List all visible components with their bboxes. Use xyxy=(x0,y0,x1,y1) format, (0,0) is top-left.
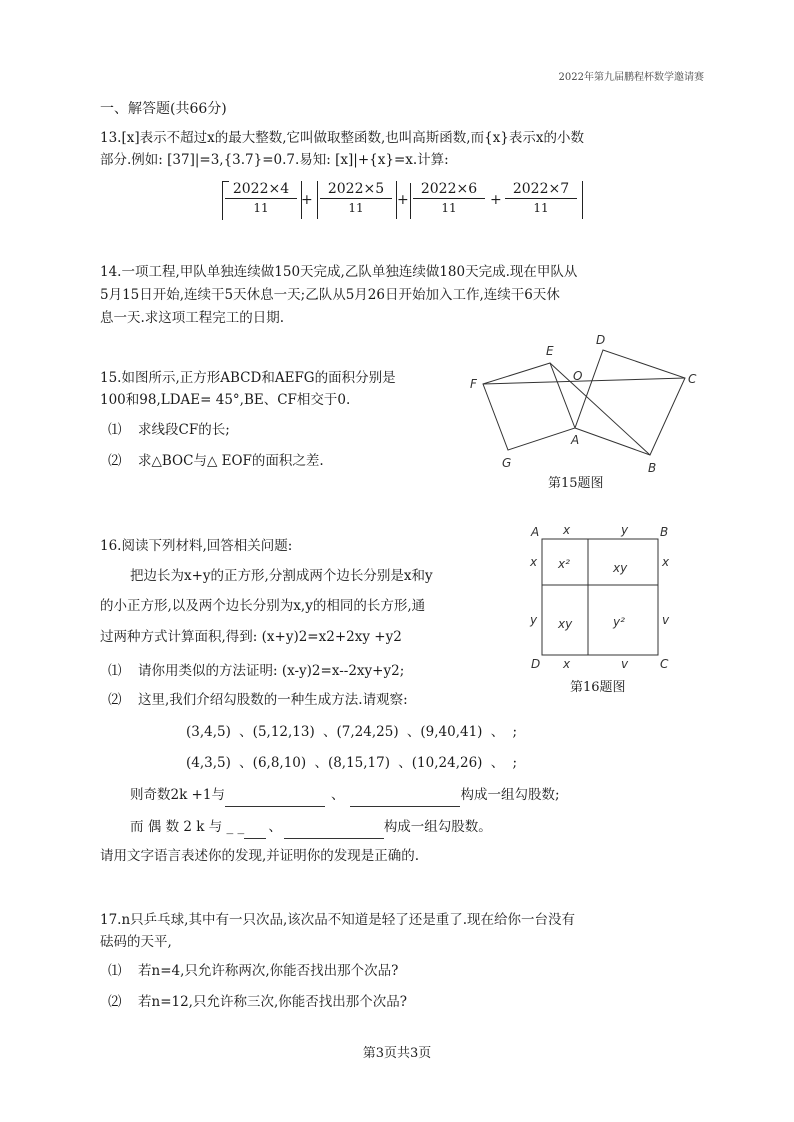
q16-odd-end: 构成一组勾股数; xyxy=(460,787,560,803)
q17-line1: 17.n只乒乓球,其中有一只次品,该次品不知道是轻了还是重了.现在给你一台没有 xyxy=(100,912,576,928)
q16-part2: 这里,我们介绍勾股数的一种生成方法.请观察: xyxy=(138,692,408,708)
top-y: y xyxy=(621,523,629,537)
q15-line1: 15.如图所示,正方形ABCD和AEFG的面积分别是 xyxy=(100,370,396,386)
q16-line2: 把边长为x+y的正方形,分割成两个边长分别是x和y xyxy=(130,568,433,584)
q16-odd-sep: 、 xyxy=(330,787,345,803)
square-abcd xyxy=(575,350,685,455)
label-f: F xyxy=(470,377,477,391)
label-a: A xyxy=(571,433,580,447)
q17-part2-mark: ⑵ xyxy=(108,994,122,1010)
label-e: E xyxy=(546,344,554,358)
right-x: x xyxy=(662,555,670,569)
bottom-x: x xyxy=(563,657,571,671)
fraction-4-numerator: 2022×7 xyxy=(505,181,577,199)
segment-be xyxy=(550,363,650,455)
fraction-3 xyxy=(413,181,485,215)
fraction-1-numerator: 2022×4 xyxy=(225,181,297,199)
fraction-2 xyxy=(320,181,392,215)
label-b: B xyxy=(648,461,657,475)
blank-even-2[interactable] xyxy=(284,817,384,839)
fraction-1 xyxy=(225,181,297,215)
q16-triples-row2: (4,3,5) 、(6,8,10) 、(8,15,17) 、(10,24,26) 、 ; xyxy=(186,755,518,771)
corner-a: A xyxy=(531,525,540,539)
q16-line4: 过两种方式计算面积,得到: (x+y)2=x2+2xy +y2 xyxy=(100,629,402,645)
q15-figure-caption: 第15题图 xyxy=(548,476,604,491)
page-footer: 第3页共3页 xyxy=(362,1046,432,1061)
q16-even-sep: 、 xyxy=(268,819,282,835)
q16-figure xyxy=(525,522,675,672)
q15-part2-mark: ⑵ xyxy=(108,453,122,469)
page-header: 2022年第九届鹏程杯数学邀请赛 xyxy=(558,72,704,83)
fraction-2-numerator: 2022×5 xyxy=(320,181,392,199)
fraction-1-denominator: 11 xyxy=(253,201,269,215)
q16-part1-mark: ⑴ xyxy=(108,663,122,679)
fraction-4-denominator: 11 xyxy=(533,201,549,215)
q17-part2: 若n=12,只允许称三次,你能否找出那个次品? xyxy=(138,994,408,1010)
square-aefg xyxy=(483,363,575,450)
q16-closing: 请用文字语言表述你的发现,并证明你的发现是正确的. xyxy=(100,848,420,864)
q16-triples-row1: (3,4,5) 、(5,12,13) 、(7,24,25) 、(9,40,41) 、 ; xyxy=(186,724,518,740)
q13-line2: 部分.例如: [37]|=3,{3.7}=0.7.易知: [x]|+{x}=x.计算: xyxy=(100,152,449,168)
cell-x-squared: x² xyxy=(558,557,570,571)
q16-part1: 请你用类似的方法证明: (x-y)2=x--2xy+y2; xyxy=(138,663,405,679)
fraction-4 xyxy=(505,181,577,215)
fraction-2-denominator: 11 xyxy=(348,201,364,215)
q16-even-text: 而 偶 数 2 k 与 _ _ xyxy=(130,819,245,835)
q16-even-statement xyxy=(130,817,492,839)
top-x: x xyxy=(563,523,571,537)
plus-sign-1: + xyxy=(301,192,313,208)
q15-figure xyxy=(460,330,710,490)
q16-even-end: 构成一组勾股数。 xyxy=(383,819,492,835)
label-d: D xyxy=(596,333,606,347)
floor-bracket-close xyxy=(577,181,583,219)
left-y: y xyxy=(530,613,538,627)
q15-line2: 100和98,LDAE= 45°,BE、CF相交于0. xyxy=(100,392,351,408)
q14-line1: 14.一项工程,甲队单独连续做150天完成,乙队单独连续做180天完成.现在甲队从 xyxy=(100,264,578,280)
fraction-3-numerator: 2022×6 xyxy=(413,181,485,199)
plus-sign-3: + xyxy=(490,192,502,208)
cell-xy-top: xy xyxy=(613,561,628,575)
q16-odd-statement xyxy=(130,785,560,807)
label-c: C xyxy=(688,372,697,386)
q16-line3: 的小正方形,以及两个边长分别为x,y的相同的长方形,通 xyxy=(100,598,426,614)
q15-part1: 求线段CF的长; xyxy=(138,422,230,438)
corner-b: B xyxy=(660,525,669,539)
corner-c: C xyxy=(660,657,669,671)
q16-part2-mark: ⑵ xyxy=(108,692,122,708)
q13-line1: 13.[x]表示不超过x的最大整数,它叫做取整函数,也叫高斯函数,而{x}表示x的小数 xyxy=(100,130,585,146)
q17-line2: 砝码的天平, xyxy=(100,934,172,950)
corner-d: D xyxy=(531,657,541,671)
q16-odd-text: 则奇数2k +1与 xyxy=(130,787,225,803)
q14-line2: 5月15日开始,连续干5天休息一天;乙队从5月26日开始加入工作,连续干6天休 xyxy=(100,287,560,303)
cell-y-squared: y² xyxy=(613,615,625,629)
bottom-v: v xyxy=(621,657,629,671)
q15-part1-mark: ⑴ xyxy=(108,422,122,438)
section-title: 一、解答题(共66分) xyxy=(100,101,227,117)
q15-part2: 求△BOC与△ EOF的面积之差. xyxy=(138,453,324,469)
blank-odd-1[interactable] xyxy=(225,785,325,807)
label-o: O xyxy=(573,369,583,383)
q17-part1: 若n=4,只允许称两次,你能否找出那个次品? xyxy=(138,963,399,979)
segment-cf xyxy=(483,378,685,384)
q17-part1-mark: ⑴ xyxy=(108,963,122,979)
q16-figure-caption: 第16题图 xyxy=(570,680,626,695)
plus-sign-2: + xyxy=(397,192,409,208)
fraction-3-denominator: 11 xyxy=(441,201,457,215)
q16-line1: 16.阅读下列材料,回答相关问题: xyxy=(100,538,293,554)
left-x: x xyxy=(530,555,538,569)
right-v: v xyxy=(662,613,670,627)
blank-odd-2[interactable] xyxy=(350,785,460,807)
blank-even-1[interactable] xyxy=(244,817,266,839)
label-g: G xyxy=(502,456,512,470)
cell-xy-bottom: xy xyxy=(558,617,573,631)
q14-line3: 息一天.求这项工程完工的日期. xyxy=(100,310,285,326)
